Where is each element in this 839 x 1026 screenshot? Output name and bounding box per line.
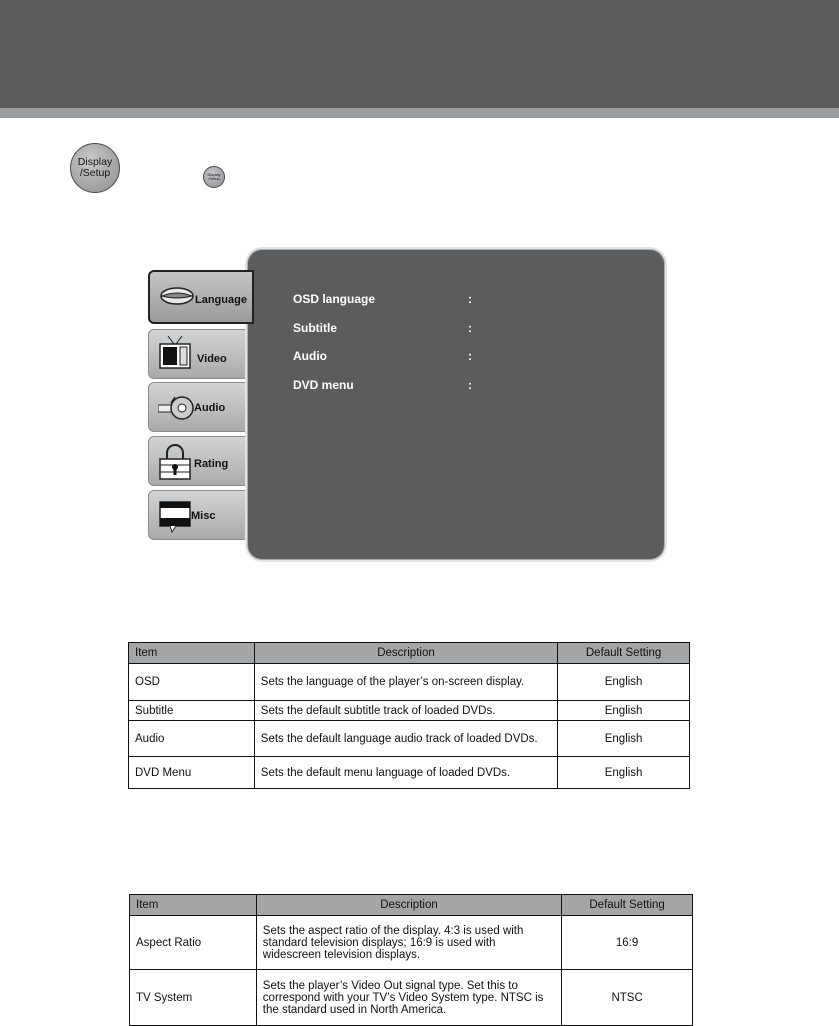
tab-video[interactable]: [148, 329, 252, 379]
cell-description: Sets the aspect ratio of the display. 4:3 is used with standard television displays; 16:9 is used with widescreen television displays.: [256, 916, 561, 970]
tab-misc-label: Misc: [191, 510, 216, 522]
cell-description: Sets the default subtitle track of loaded DVDs.: [254, 701, 557, 721]
cell-default: English: [558, 701, 690, 721]
lips-icon: [159, 286, 195, 306]
menu-row-separator: :: [468, 349, 472, 363]
menu-row-separator: :: [468, 321, 472, 335]
column-header-description: Description: [254, 643, 557, 664]
menu-row-label: DVD menu: [293, 378, 354, 392]
table-row: [129, 721, 690, 757]
display-setup-button-small[interactable]: [203, 166, 225, 188]
cell-description: Sets the default menu language of loaded DVDs.: [254, 757, 557, 789]
padlock-icon: [158, 444, 192, 480]
table-row: [129, 757, 690, 789]
column-header-description: Description: [256, 895, 561, 916]
cell-description: Sets the player’s Video Out signal type. Set this to correspond with your TV’s Video System type. NTSC is the standard used in North America.: [256, 970, 561, 1026]
display-setup-button-small-label: Display /Setup: [207, 171, 221, 181]
tab-video-label: Video: [197, 353, 227, 365]
cell-default: English: [558, 721, 690, 757]
language-settings-table: [128, 642, 690, 789]
table-header-row: [129, 643, 690, 664]
cell-item: Subtitle: [129, 701, 255, 721]
cell-description: Sets the default language audio track of loaded DVDs.: [254, 721, 557, 757]
table-row: [129, 701, 690, 721]
cell-description: Sets the language of the player’s on-screen display.: [254, 664, 557, 701]
column-header-default-setting: Default Setting: [562, 895, 693, 916]
menu-row-osd-language[interactable]: [293, 292, 472, 306]
cell-default: English: [558, 757, 690, 789]
tab-audio-label: Audio: [194, 402, 226, 414]
column-header-default-setting: Default Setting: [558, 643, 690, 664]
table-row: [130, 970, 693, 1026]
table-row: [129, 664, 690, 701]
cell-item: OSD: [129, 664, 255, 701]
menu-row-audio[interactable]: [293, 349, 472, 363]
cell-default: NTSC: [562, 970, 693, 1026]
menu-row-subtitle[interactable]: [293, 321, 472, 335]
column-header-item: Item: [130, 895, 257, 916]
cell-default: 16:9: [562, 916, 693, 970]
display-setup-button-large[interactable]: [70, 143, 120, 193]
cell-default: English: [558, 664, 690, 701]
menu-row-label: OSD language: [293, 292, 376, 306]
table-header-row: [130, 895, 693, 916]
menu-row-dvd-menu[interactable]: [293, 378, 472, 392]
cell-item: Audio: [129, 721, 255, 757]
header-stripe: [0, 108, 839, 118]
cell-item: DVD Menu: [129, 757, 255, 789]
menu-row-label: Subtitle: [293, 321, 337, 335]
cell-item: Aspect Ratio: [130, 916, 257, 970]
display-setup-button-large-label: Display /Setup: [77, 155, 113, 179]
tab-rating-label: Rating: [194, 458, 229, 470]
tab-language-label: Language: [195, 294, 247, 306]
header-band: [0, 0, 839, 108]
setup-menu-panel: [248, 250, 664, 559]
cell-item: TV System: [130, 970, 257, 1026]
menu-row-separator: :: [468, 378, 472, 392]
tab-language[interactable]: [148, 270, 254, 324]
tab-audio[interactable]: [148, 382, 252, 432]
menu-row-label: Audio: [293, 349, 327, 363]
tab-rating[interactable]: [148, 436, 252, 486]
tab-misc[interactable]: [148, 490, 252, 540]
menu-row-separator: :: [468, 292, 472, 306]
video-settings-table: [129, 894, 693, 1026]
speaker-icon: [158, 391, 194, 425]
tv-icon: [158, 334, 194, 370]
column-header-item: Item: [129, 643, 255, 664]
table-row: [130, 916, 693, 970]
monitor-icon: [158, 496, 194, 536]
